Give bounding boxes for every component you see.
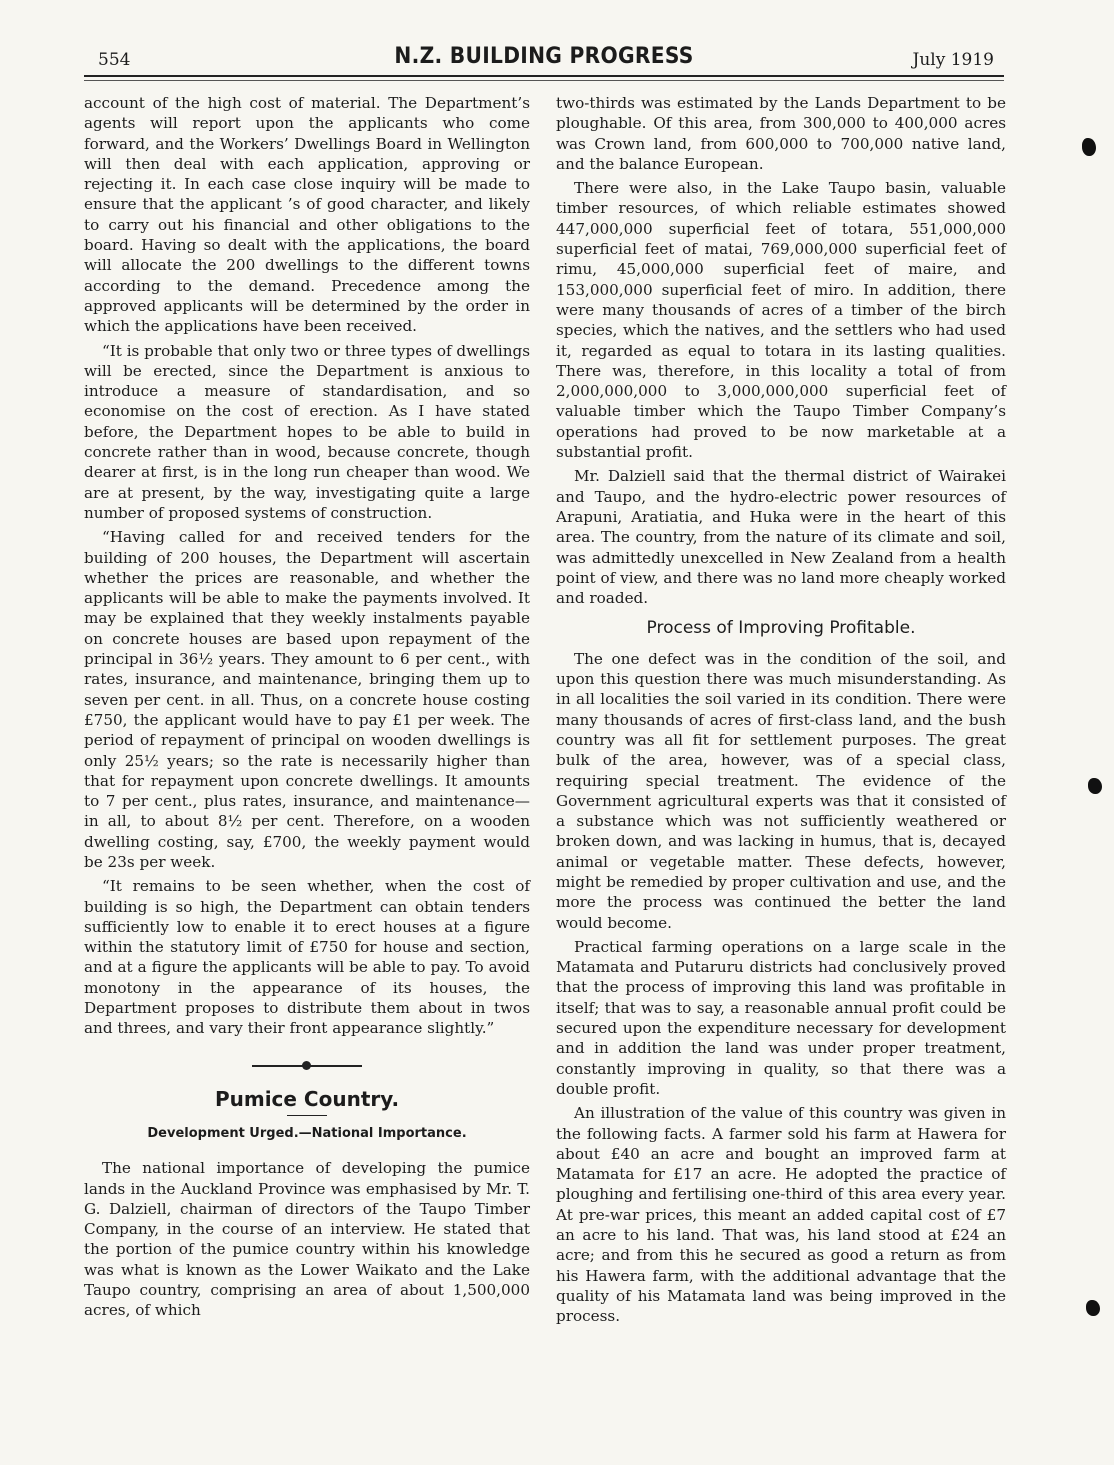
divider-dot [302,1061,311,1070]
ink-blot [1088,778,1102,794]
paragraph: “Having called for and received tenders for the building of 200 houses, the Department will ascertain whether the prices are reasonable, and whether the applicants will be able to make the payments involved. It may be explained that they weekly instalments payable on concrete houses are based upon repayment of the principal in 36½ years. They amount to 6 per cent., with rates, insurance, and maintenance, bringing them up to seven per cent. in all. Thus, on a concrete house costing £750, the applicant would have to pay £1 per week. The period of repayment of principal on wooden dwellings is only 25½ years; so the rate is necessarily higher than that for repayment upon concrete dwellings. It amounts to 7 per cent., plus rates, insurance, and maintenance—in all, to about 8½ per cent. Therefore, on a wooden dwelling costing, say, £700, the weekly payment would be 23s per week. [84,528,530,871]
issue-date: July 1919 [912,50,994,70]
paragraph: There were also, in the Lake Taupo basin, valuable timber resources, of which reliable estimates showed 447,000,000 superficial feet of totara, 551,000,000 superficial feet of matai, 769,000,000 superficial feet of rimu, 45,000,000 superficial feet of maire, and 153,000,000 superficial feet of miro. In addition, there were many thousands of acres of a timber of the birch species, which the natives, and the settlers who had used it, regarded as equal to totara in its lasting qualities. There was, therefore, in this locality a total of from 2,000,000,000 to 3,000,000,000 superficial feet of valuable timber which the Taupo Timber Company’s operations had proved to be now marketable at a substantial profit. [556,179,1006,462]
paragraph: The one defect was in the condition of the soil, and upon this question there was much misunderstanding. As in all localities the soil varied in its condition. There were many thousands of acres of first-class land, and the bush country was all fit for settlement purposes. The great bulk of the area, however, was of a special class, requiring special treatment. The evidence of the Government agricultural experts was that it consisted of a substance which was not sufficiently weathered or broken down, and was lacking in humus, that is, decayed animal or vegetable matter. These defects, however, might be remedied by proper cultivation and use, and the more the process was continued the better the land would become. [556,649,1006,932]
left-column [84,93,530,1325]
subheading: Process of Improving Profitable. [646,618,916,639]
article-subtitle: Development Urged.—National Importance. [147,1125,467,1141]
paragraph: account of the high cost of material. The Department’s agents will report upon the applicants who come forward, and the Workers’ Dwellings Board in Wellington will then deal with each application, approving or rejecting it. In each case close inquiry will be made to ensure that the applicant ’s of good character, and likely to carry out his financial and other obligations to the board. Having so dealt with the applications, the board will allocate the 200 dwellings to the different towns according to the demand. Precedence among the approved applicants will be determined by the order in which the applications have been received. [84,94,530,336]
page-header [84,44,1004,78]
paragraph: Mr. Dalziell said that the thermal district of Wairakei and Taupo, and the hydro-electric power resources of Arapuni, Aratiatia, and Huka were in the heart of this area. The country, from the nature of its climate and soil, was admittedly unexcelled in New Zealand from a health point of view, and there was no land more cheaply worked and roaded. [556,467,1006,608]
section-divider [84,1061,530,1071]
ink-blot [1086,1300,1100,1316]
paragraph: “It is probable that only two or three types of dwellings will be erected, since the Department is anxious to introduce a measure of standardisation, and so economise on the cost of erection. As I have stated before, the Department hopes to be able to build in concrete rather than in wood, because concrete, though dearer at first, is in the long run cheaper than wood. We are at present, by the way, investigating quite a large number of proposed systems of construction. [84,341,530,522]
page-number: 554 [98,50,131,70]
paragraph: An illustration of the value of this country was given in the following facts. A farmer sold his farm at Hawera for about £40 an acre and bought an improved farm at Matamata for £17 an acre. He adopted the practice of ploughing and fertilising one-third of this area every year. At pre-war prices, this meant an added capital cost of £7 an acre to his land. That was, his land stood at £24 an acre; and from this he secured as good a return as from his Hawera farm, with the additional advantage that the quality of his Matamata land was being improved in the process. [556,1104,1006,1326]
paragraph: two-thirds was estimated by the Lands Department to be ploughable. Of this area, from 300,000 to 400,000 acres was Crown land, from 600,000 to 700,000 native land, and the balance European. [556,94,1006,173]
paragraph: The national importance of developing the pumice lands in the Auckland Province was emphasised by Mr. T. G. Dalziell, chairman of directors of the Taupo Timber Company, in the course of an interview. He stated that the portion of the pumice country within his knowledge was what is known as the Lower Waikato and the Lake Taupo country, comprising an area of about 1,500,000 acres, of which [84,1159,530,1320]
journal-title: N.Z. BUILDING PROGRESS [394,44,694,69]
title-rule [287,1115,327,1116]
header-rule [84,75,1004,77]
article-title: Pumice Country. [214,1086,400,1111]
header-rule-thin [84,80,1004,81]
paragraph: “It remains to be seen whether, when the cost of building is so high, the Department can obtain tenders sufficiently low to enable it to erect houses at a figure within the statutory limit of £750 for house and section, and at a figure the applicants will be able to pay. To avoid monotony in the appearance of its houses, the Department proposes to distribute them about in twos and threes, and vary their front appearance slightly.” [84,877,530,1038]
paragraph: Practical farming operations on a large scale in the Matamata and Putaruru districts had conclusively proved that the process of improving this land was profitable in itself; that was to say, a reasonable annual profit could be secured upon the expenditure necessary for development and in addition the land was under proper treatment, constantly improving in quality, so that there was a double profit. [556,937,1006,1098]
right-column [556,93,1006,1331]
ink-blot [1082,138,1096,156]
